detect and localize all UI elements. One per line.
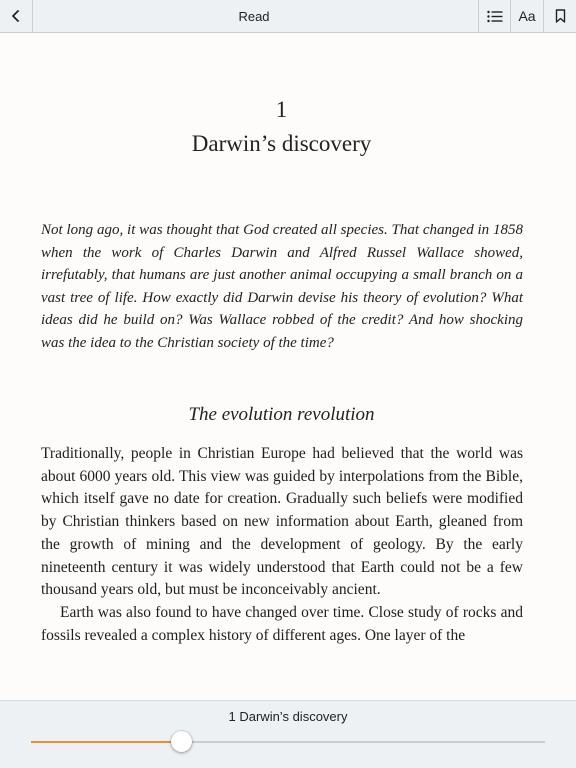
- current-chapter-label: 1 Darwin’s discovery: [228, 709, 348, 724]
- chapter-intro: Not long ago, it was thought that God created all species. That changed in 1858 when the work of Charles Darwin and Alfred Russel Wallace showed, irrefutably, that humans are just another animal occupying a small branch on a vast tree of life. How exactly did Darwin devise his theory of evolution? What ideas did he build on? Was Wallace robbed of the credit? And how shocking was the idea to the Christian society of the time?: [41, 222, 523, 351]
- bookmark-button[interactable]: [543, 0, 576, 32]
- chapter-title: Darwin’s discovery: [191, 131, 372, 156]
- back-button[interactable]: [0, 0, 33, 32]
- page-slider-thumb[interactable]: [171, 731, 192, 752]
- body-paragraph: Traditionally, people in Christian Europe had believed that the world was about 6000 years old. This view was guided by interpolations from the Bible, which itself gave no date for creation. Gradually such beliefs were modified by Christian thinkers based on new information about Earth, gleaned from the growth of mining and the development of geology. By the early nineteenth century it was widely understood that Earth could not be a few thousand years old, but must be inconceivably ancient.: [41, 445, 523, 599]
- body-paragraph: Earth was also found to have changed over time. Close study of rocks and fossils revealed a complex history of different ages. One layer of the: [41, 603, 523, 644]
- list-icon: [487, 10, 503, 23]
- page-slider-fill: [31, 741, 181, 743]
- toolbar-title: Read: [238, 9, 270, 24]
- bookmark-icon: [555, 9, 566, 23]
- reading-page[interactable]: [0, 33, 576, 700]
- bottom-navigation-bar: [0, 700, 576, 768]
- page-slider-track[interactable]: [31, 741, 545, 743]
- body-text: [41, 443, 523, 647]
- top-toolbar: [0, 0, 576, 33]
- font-settings-label: Aa: [518, 8, 536, 24]
- table-of-contents-button[interactable]: [478, 0, 511, 32]
- font-settings-button[interactable]: [510, 0, 543, 32]
- chevron-left-icon: [10, 9, 22, 23]
- chapter-number: 1: [275, 97, 288, 122]
- section-heading: The evolution revolution: [188, 404, 375, 425]
